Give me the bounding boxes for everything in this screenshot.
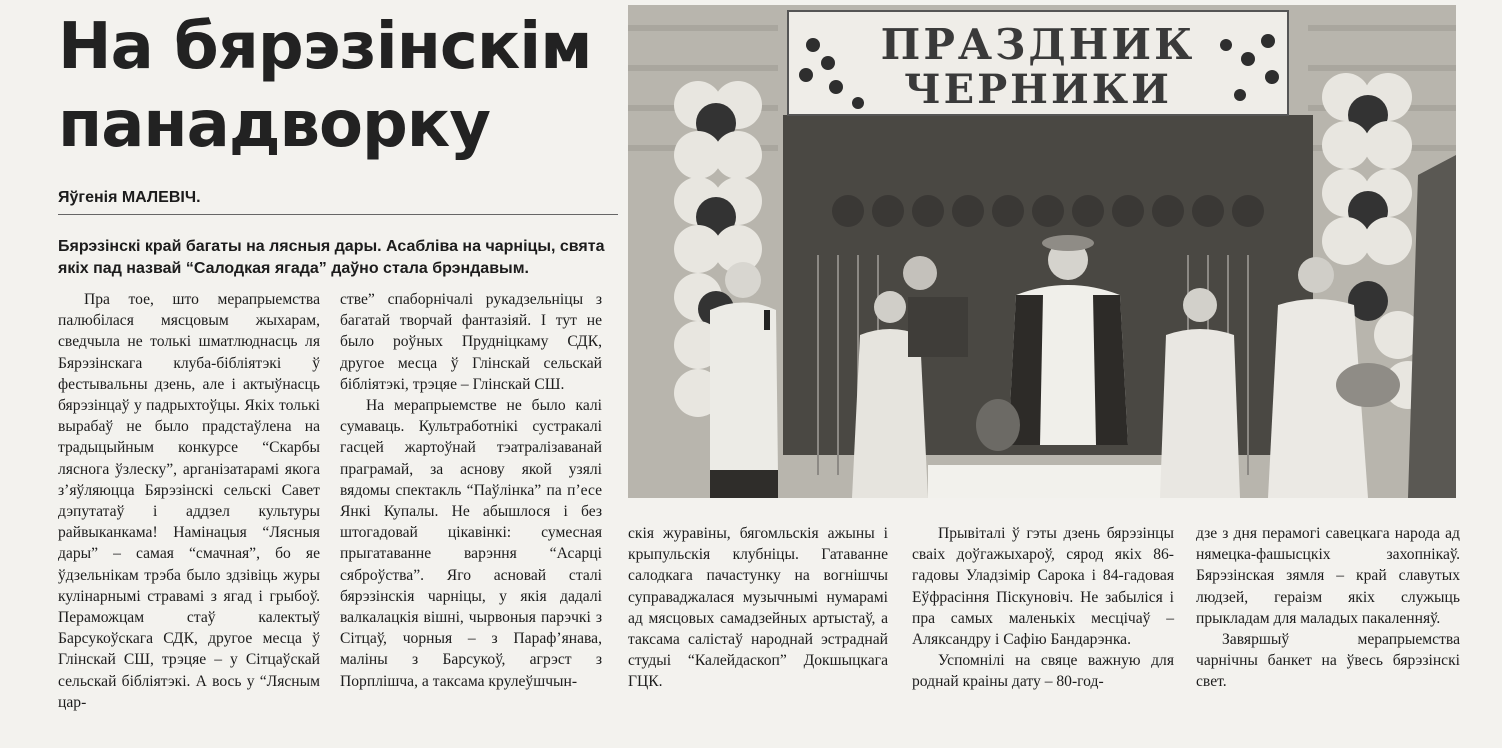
paragraph-continued: дзе з дня перамогі савецкага народа ад нямецка-фашысцкіх захопнікаў. Бярэзінская зямля – край славутых людзей, гераізм якіх служыць прыкладам для маладых пакаленняў. [1196, 525, 1460, 627]
text-column-1 [58, 289, 320, 713]
paragraph: Успомнілі на свяце важную для роднай краіны дату – 80-год- [912, 652, 1174, 691]
paragraph: Пра тое, што мерапрыемства палюбілася мясцовым жыхарам, сведчыла не толькі шматлюднасць ля Бярэзінскага клуба-бібліятэкі ў фестывальны дзень, але і актыўнасць бярэзінцаў у падрыхтоўцы. Якіх толькі вырабаў не было прадстаўлена на традыцыйным конкурсе “Скарбы ляснога ўзлеску”, арганізатарамі якога з’яўляюцца Бярэзінскі сельскі Савет дэпутатаў і аддзел культуры райвыканкама! Намінацыя “Лясныя дары” – самая “смачная”, бо яе ўдзельнікам трэба было здзівіць журы кулінарнымі стравамі з ягад і грыбоў. Пераможцам стаў калектыў Барсукоўскага СДК, другое месца ў Глінскай СШ, трэцяе – у Сітцаўскай сельскай бібліятэкі. А вось у “Лясным цар- [58, 291, 320, 711]
festival-photo [628, 5, 1456, 498]
article-lead: Бярэзінскі край багаты на лясныя дары. Асабліва на чарніцы, свята якіх пад назвай “Салодкая ягада” даўно стала брэндавым. [58, 238, 605, 277]
paragraph: На мерапрыемстве не было калі сумаваць. Культработнікі сустракалі гасцей жартоўнай тэатралізаванай праграмай, за аснову якой узялі вядомы спектакль “Паўлінка” па п’есе Янкі Купалы. Не абышлося і без штогадовай цікавінкі: сумесная прыгатаванне варэння “Асарці сяброўства”. Яго асновай сталі бярэзінскія чарніцы, у якія дадалі валкалацкія вішні, чырвоныя парэчкі з Сітцаў, чорныя – з Параф’янава, маліны з Барсукоў, агрэст з Порплішча, а таксама крулеўшчын- [340, 397, 602, 690]
paragraph: Прывіталі ў гэты дзень бярэзінцы сваіх доўгажыхароў, сярод якіх 86-гадовы Уладзімір Сарока і 84-гадовая Еўфрасіння Піскуновіч. Не забыліся і пра самых маленькіх месцічаў – Аляксандру і Сафію Бандарэнка. [912, 525, 1174, 649]
article-headline: На бярэзінскім панадворку [58, 10, 592, 162]
text-column-2 [340, 289, 602, 692]
paragraph-continued: скія журавіны, бягомльскія ажыны і крыпульскія клубніцы. Гатаванне салодкага пачастунку на вогнішчы суправаджалася музычнымі нумарамі ад мясцовых самадзейных артыстаў, а таксама салістаў народнай эстраднай студыі “Калейдаскоп” Докшыцкага ГЦК. [628, 525, 888, 691]
article-author: Яўгенія МАЛЕВІЧ. [58, 189, 201, 206]
text-column-5 [1196, 523, 1460, 693]
banner-line-1: ПРАЗДНИК [880, 20, 1196, 69]
paragraph-continued: стве” спаборнічалі рукадзельніцы з багатай творчай фантазіяй. І тут не было роўных Прудніцкаму СДК, другое месца ў Глінскай сельскай бібліятэкі, трэцяе – Глінскай СШ. [340, 291, 602, 393]
author-divider [58, 214, 618, 215]
banner-line-2: ЧЕРНИКИ [904, 66, 1172, 113]
paragraph: Завяршыў мерапрыемства чарнічны банкет на ўвесь бярэзінскі свет. [1196, 631, 1460, 691]
text-column-4 [912, 523, 1174, 693]
text-column-3 [628, 523, 888, 693]
